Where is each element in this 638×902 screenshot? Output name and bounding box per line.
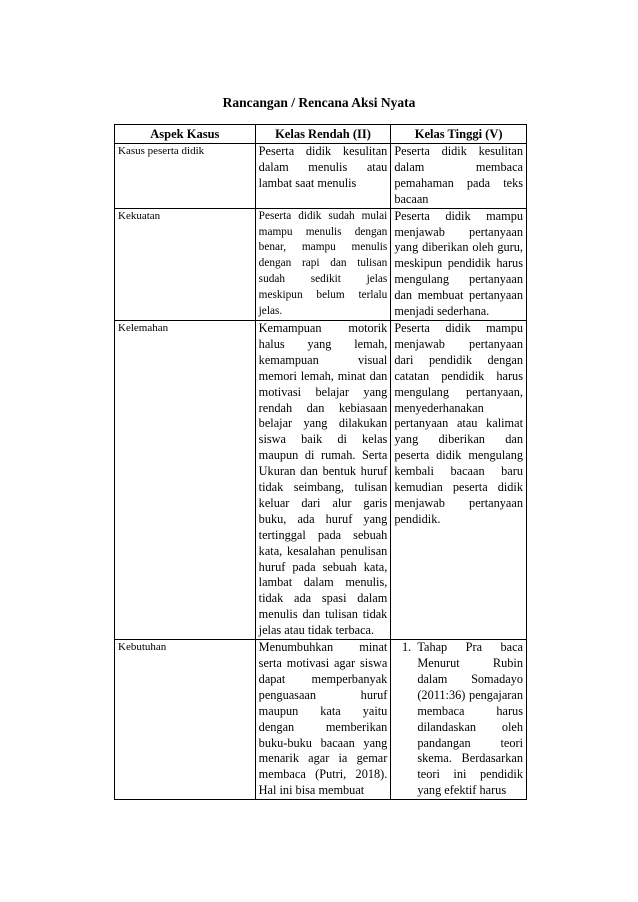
high-class-cell: Peserta didik mampu menjawab pertanyaan yang diberikan oleh guru, meskipun pendidik harus mengulang pertanyaan dan membuat pertanyaan menjadi sederhana.	[391, 208, 527, 320]
table-row	[115, 144, 527, 209]
table-row	[115, 640, 527, 800]
aspect-cell: Kekuatan	[115, 208, 256, 320]
aspect-cell: Kebutuhan	[115, 640, 256, 800]
table-row	[115, 208, 527, 320]
needs-list	[394, 640, 523, 799]
low-class-cell: Peserta didik kesulitan dalam menulis atau lambat saat menulis	[255, 144, 391, 209]
aspect-cell: Kelemahan	[115, 320, 256, 639]
header-kelas-rendah: Kelas Rendah (II)	[255, 125, 391, 144]
table-header-row	[115, 125, 527, 144]
list-item: 1. Tahap Pra baca Menurut Rubin dalam Somadayo (2011:36) pengajaran membaca harus dilandaskan oleh pandangan teori skema. Berdasarkan teori ini pendidik yang efektif harus	[414, 640, 523, 799]
header-kelas-tinggi: Kelas Tinggi (V)	[391, 125, 527, 144]
high-class-cell: Peserta didik mampu menjawab pertanyaan dari pendidik dengan catatan pendidik harus mengulang pertanyaan, menyederhanakan pertanyaan atau kalimat yang diberikan dan peserta didik mengulang kembali bacaan baru kemudian peserta didik menjawab pertanyaan pendidik.	[391, 320, 527, 639]
low-class-cell: Kemampuan motorik halus yang lemah, kemampuan visual memori lemah, minat dan motivasi belajar yang rendah dan kebiasaan belajar yang dilakukan siswa baik di kelas maupun di rumah. Serta Ukuran dan bentuk huruf tidak seimbang, tulisan keluar dari alur garis buku, ada huruf yang tertinggal pada sebuah kata, kesalahan penulisan huruf pada sebuah kata, lambat dalam menulis, tidak ada spasi dalam menulis dan tulisan tidak jelas atau tidak terbaca.	[255, 320, 391, 639]
header-aspek-kasus: Aspek Kasus	[115, 125, 256, 144]
table-row	[115, 320, 527, 639]
high-class-cell: Peserta didik kesulitan dalam membaca pemahaman pada teks bacaan	[391, 144, 527, 209]
action-plan-table	[114, 124, 527, 800]
aspect-cell: Kasus peserta didik	[115, 144, 256, 209]
high-class-cell	[391, 640, 527, 800]
low-class-cell: Peserta didik sudah mulai mampu menulis dengan benar, mampu menulis dengan rapi dan tulisan sudah sedikit jelas meskipun belum terlalu jelas.	[255, 208, 391, 320]
low-class-cell: Menumbuhkan minat serta motivasi agar siswa dapat memperbanyak penguasaan huruf maupun kata yaitu dengan memberikan buku-buku bacaan yang menarik agar ia gemar membaca (Putri, 2018). Hal ini bisa membuat	[255, 640, 391, 800]
document-title: Rancangan / Rencana Aksi Nyata	[222, 95, 416, 110]
